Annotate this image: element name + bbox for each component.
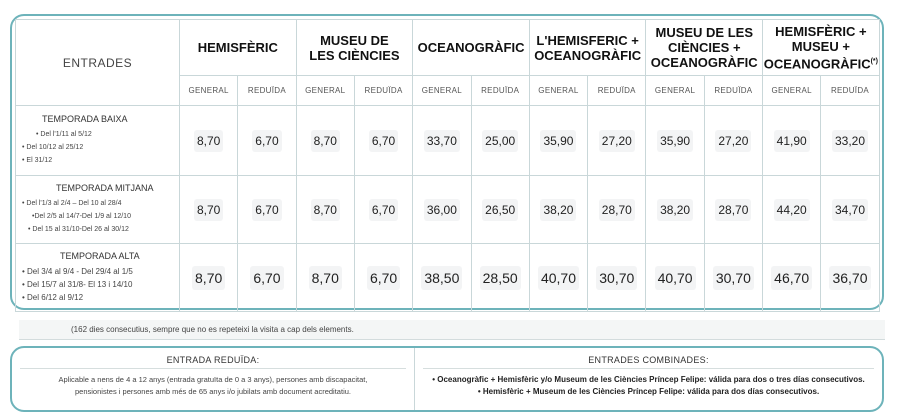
season-row	[16, 106, 880, 176]
price-value: 28,70	[599, 199, 635, 221]
season-dates	[16, 128, 179, 167]
price-value: 36,70	[829, 266, 870, 290]
price-cell	[529, 176, 587, 244]
price-cell	[238, 106, 296, 176]
price-cell	[238, 176, 296, 244]
general-label: GENERAL	[413, 76, 471, 106]
footnote: (162 dies consecutius, sempre que no es repeteixi la visita a cap dels elements.	[19, 320, 885, 340]
price-value: 27,20	[715, 130, 751, 152]
reduida-label: REDUÏDA	[354, 76, 412, 106]
season-cell	[16, 244, 180, 312]
price-cell	[354, 106, 412, 176]
column-header-line: OCEANOGRÀFIC	[763, 56, 871, 72]
season-cell	[16, 106, 180, 176]
column-header-line: HEMISFÈRIC +	[775, 23, 867, 39]
price-value: 34,70	[832, 199, 868, 221]
column-header	[529, 20, 646, 76]
price-value: 40,70	[538, 266, 579, 290]
season-date: • Del l'1/3 al 2/4 – Del 10 al 28/4	[22, 200, 122, 207]
price-cell	[413, 244, 471, 312]
price-value: 46,70	[771, 266, 812, 290]
price-value: 38,50	[421, 266, 462, 290]
season-date: • Del 15 al 31/10-Del 26 al 30/12	[28, 226, 129, 233]
column-header	[296, 20, 413, 76]
header-row	[16, 20, 880, 76]
price-value: 33,70	[424, 130, 460, 152]
price-value: 8,70	[309, 266, 342, 290]
price-value: 25,00	[482, 130, 518, 152]
season-dates	[16, 265, 179, 304]
price-cell	[763, 244, 821, 312]
reduida-label: REDUÏDA	[821, 76, 879, 106]
column-header	[646, 20, 763, 76]
price-cell	[588, 106, 646, 176]
price-cell	[471, 106, 529, 176]
price-cell	[588, 244, 646, 312]
price-cell	[646, 106, 704, 176]
price-cell	[821, 244, 879, 312]
price-value: 36,00	[424, 199, 460, 221]
column-header-line: OCEANOGRÀFIC	[417, 40, 525, 55]
price-cell	[588, 176, 646, 244]
column-header-line: OCEANOGRÀFIC	[650, 55, 758, 70]
price-cell	[296, 176, 354, 244]
general-label: GENERAL	[180, 76, 238, 106]
season-row	[16, 176, 880, 244]
season-dates	[16, 197, 179, 236]
price-value: 30,70	[713, 266, 754, 290]
season-date: • Del 6/12 al 9/12	[22, 293, 84, 302]
column-header-line: CIÈNCIES +	[667, 40, 741, 55]
footnote-marker: (*)	[870, 57, 878, 65]
price-cell	[704, 176, 762, 244]
price-cell	[529, 106, 587, 176]
price-cell	[821, 106, 879, 176]
general-label: GENERAL	[763, 76, 821, 106]
price-cell	[821, 176, 879, 244]
price-cell	[529, 244, 587, 312]
column-header-line: L'HEMISFERIC +	[536, 32, 639, 48]
season-date: • Del 15/7 al 31/8- El 13 i 14/10	[22, 280, 133, 289]
price-value: 26,50	[482, 199, 518, 221]
season-title: TEMPORADA BAIXA	[42, 114, 128, 124]
combined-tickets-box	[415, 348, 882, 410]
general-label: GENERAL	[529, 76, 587, 106]
price-value: 28,70	[715, 199, 751, 221]
price-table-frame	[10, 14, 884, 310]
price-cell	[238, 244, 296, 312]
reduida-label: REDUÏDA	[704, 76, 762, 106]
reduida-label: REDUÏDA	[588, 76, 646, 106]
price-cell	[413, 106, 471, 176]
price-cell	[180, 106, 238, 176]
reduced-ticket-text-1: Aplicable a nens de 4 a 12 anys (entrada gratuïta de 0 a 3 anys), persones amb discapacitat,	[58, 375, 368, 384]
price-value: 28,50	[480, 266, 521, 290]
price-cell	[763, 106, 821, 176]
price-value: 8,70	[311, 130, 340, 152]
reduced-ticket-box	[12, 348, 415, 410]
price-cell	[646, 176, 704, 244]
price-value: 35,90	[657, 130, 693, 152]
column-header-line: LES CIÈNCIES	[309, 47, 400, 63]
reduced-ticket-title: ENTRADA REDUÏDA:	[166, 355, 260, 365]
price-value: 38,20	[657, 199, 693, 221]
price-value: 44,20	[774, 199, 810, 221]
season-date: •Del 2/5 al 14/7-Del 1/9 al 12/10	[32, 213, 131, 220]
price-value: 6,70	[369, 130, 398, 152]
season-date: • Del 3/4 al 9/4 - Del 29/4 al 1/5	[22, 267, 133, 276]
price-value: 38,20	[540, 199, 576, 221]
season-title: TEMPORADA MITJANA	[56, 183, 154, 193]
price-value: 6,70	[367, 266, 400, 290]
reduced-ticket-text-2: pensionistes i persones amb més de 65 anys i/o jubilats amb document acreditatiu.	[75, 387, 351, 396]
price-cell	[180, 244, 238, 312]
price-value: 6,70	[252, 199, 281, 221]
general-label: GENERAL	[646, 76, 704, 106]
price-value: 8,70	[311, 199, 340, 221]
price-value: 40,70	[655, 266, 696, 290]
price-cell	[763, 176, 821, 244]
price-cell	[354, 176, 412, 244]
combined-tickets-text-2: • Hemisfèric + Museum de les Ciències Príncep Felipe: válida para dos días consecutivos.	[477, 387, 820, 396]
combined-tickets-title: ENTRADES COMBINADES:	[588, 355, 709, 365]
price-cell	[646, 244, 704, 312]
column-header-line: OCEANOGRÀFIC	[534, 47, 642, 63]
season-date: • Del l'1/11 al 5/12	[36, 131, 92, 138]
price-cell	[471, 244, 529, 312]
price-value: 6,70	[252, 130, 281, 152]
price-value: 30,70	[596, 266, 637, 290]
entrades-label: ENTRADES	[62, 55, 133, 70]
column-header	[180, 20, 297, 76]
season-row	[16, 244, 880, 312]
general-label: GENERAL	[296, 76, 354, 106]
price-value: 33,20	[832, 130, 868, 152]
price-value: 27,20	[599, 130, 635, 152]
price-table	[15, 19, 880, 312]
price-value: 8,70	[194, 130, 223, 152]
season-date: • El 31/12	[22, 157, 53, 164]
combined-tickets-text-1: • Oceanogràfic + Hemisfèric y/o Museum de les Ciències Príncep Felipe: válida para dos o tres días consecutivos.	[432, 375, 865, 384]
price-cell	[296, 244, 354, 312]
season-cell	[16, 176, 180, 244]
column-header-line: MUSEU DE LES	[655, 25, 753, 40]
price-value: 8,70	[192, 266, 225, 290]
column-header	[413, 20, 530, 76]
price-cell	[704, 106, 762, 176]
price-value: 8,70	[194, 199, 223, 221]
price-cell	[413, 176, 471, 244]
season-date: • Del 10/12 al 25/12	[22, 144, 84, 151]
column-header	[763, 20, 880, 76]
price-value: 41,90	[774, 130, 810, 152]
info-panel	[10, 346, 884, 412]
season-title: TEMPORADA ALTA	[60, 251, 140, 261]
entrades-header	[16, 20, 180, 106]
column-header-line: MUSEU +	[791, 38, 850, 54]
price-cell	[471, 176, 529, 244]
column-header-line: MUSEU DE	[320, 32, 389, 48]
price-value: 35,90	[540, 130, 576, 152]
column-header-line: HEMISFÈRIC	[197, 40, 278, 55]
price-cell	[180, 176, 238, 244]
price-cell	[354, 244, 412, 312]
reduida-label: REDUÏDA	[471, 76, 529, 106]
price-cell	[704, 244, 762, 312]
price-value: 6,70	[369, 199, 398, 221]
price-cell	[296, 106, 354, 176]
reduida-label: REDUÏDA	[238, 76, 296, 106]
price-value: 6,70	[250, 266, 283, 290]
